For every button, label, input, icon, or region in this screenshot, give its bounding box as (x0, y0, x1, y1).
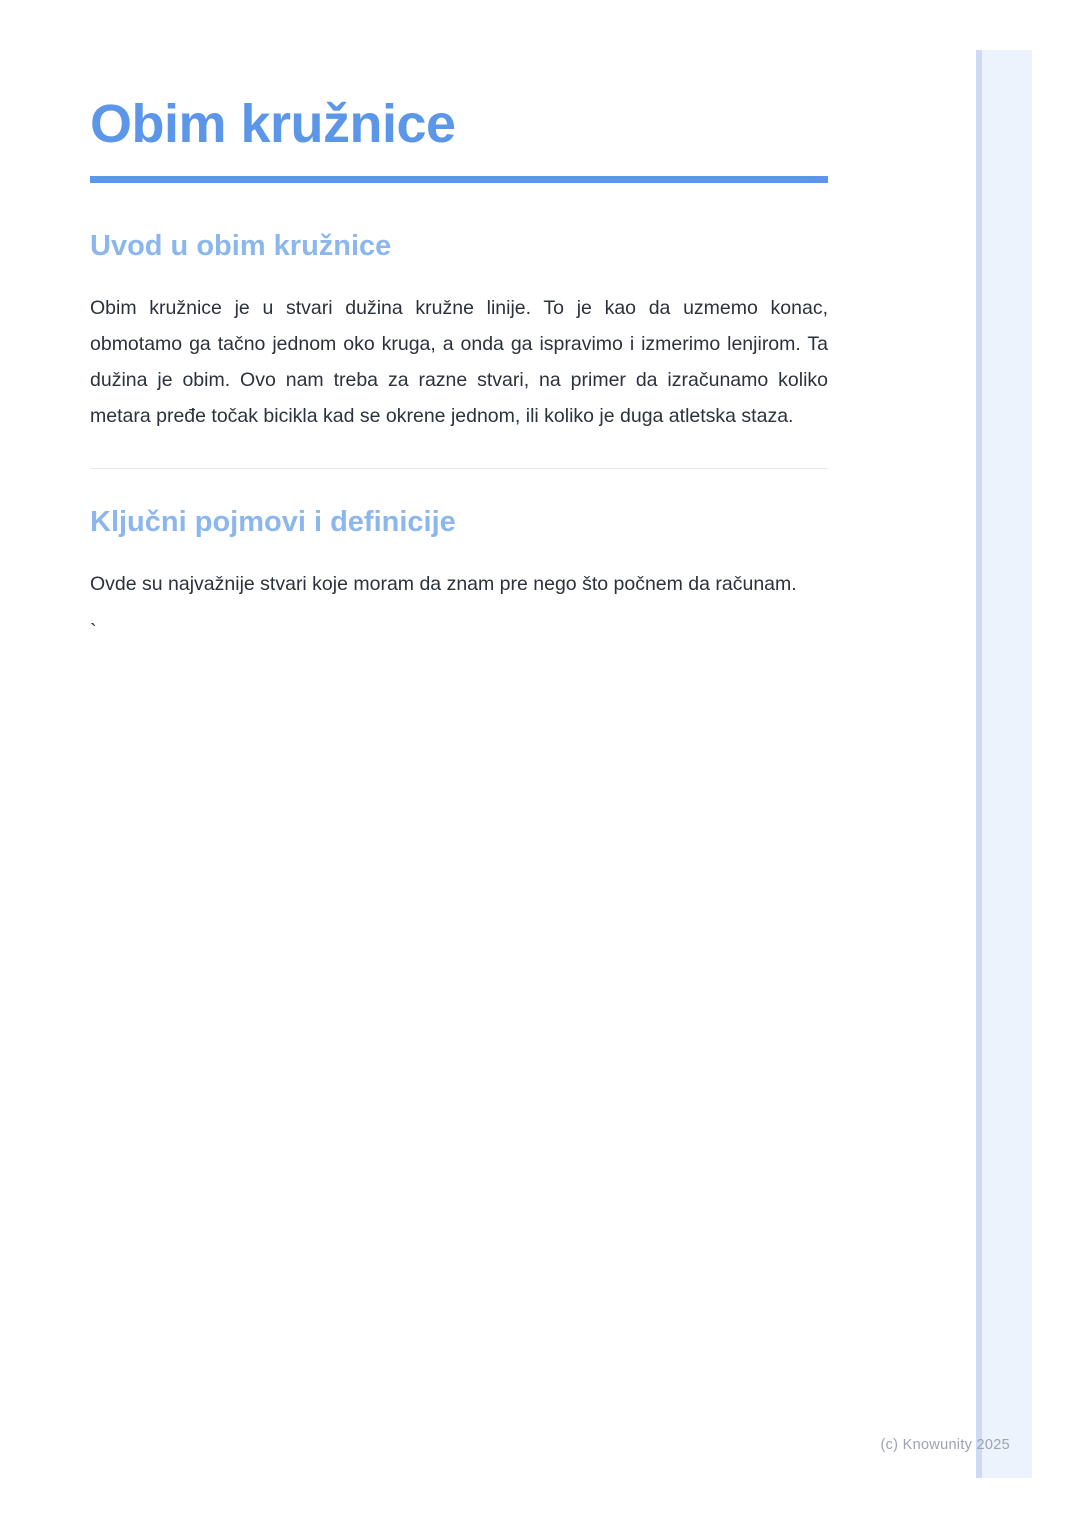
stray-backtick-text: ` (90, 621, 97, 644)
section-body-key-terms: Ovde su najvažnije stvari koje moram da znam pre nego što počnem da računam. (90, 573, 797, 596)
footer-copyright: (c) Knowunity 2025 (880, 1437, 1010, 1453)
section-key-terms (90, 505, 828, 602)
section-intro (90, 229, 828, 434)
title-rule (90, 176, 828, 183)
side-stripe (976, 50, 1032, 1478)
page-title: Obim kružnice (90, 94, 456, 154)
section-heading-intro: Uvod u obim kružnice (90, 230, 392, 263)
section-heading-key-terms: Ključni pojmovi i definicije (90, 506, 456, 539)
section-divider (90, 468, 828, 469)
section-body-intro: Obim kružnice je u stvari dužina kružne linije. To je kao da uzmemo konac, obmotamo ga tačno jednom oko kruga, a onda ga ispravimo i izmerimo lenjirom. Ta dužina je obim. Ovo nam treba za razne stvari, na primer da izračunamo koliko metara pređe točak bicikla kad se okrene jednom, ili koliko je duga atletska staza. (90, 297, 828, 428)
content-area (90, 0, 828, 646)
